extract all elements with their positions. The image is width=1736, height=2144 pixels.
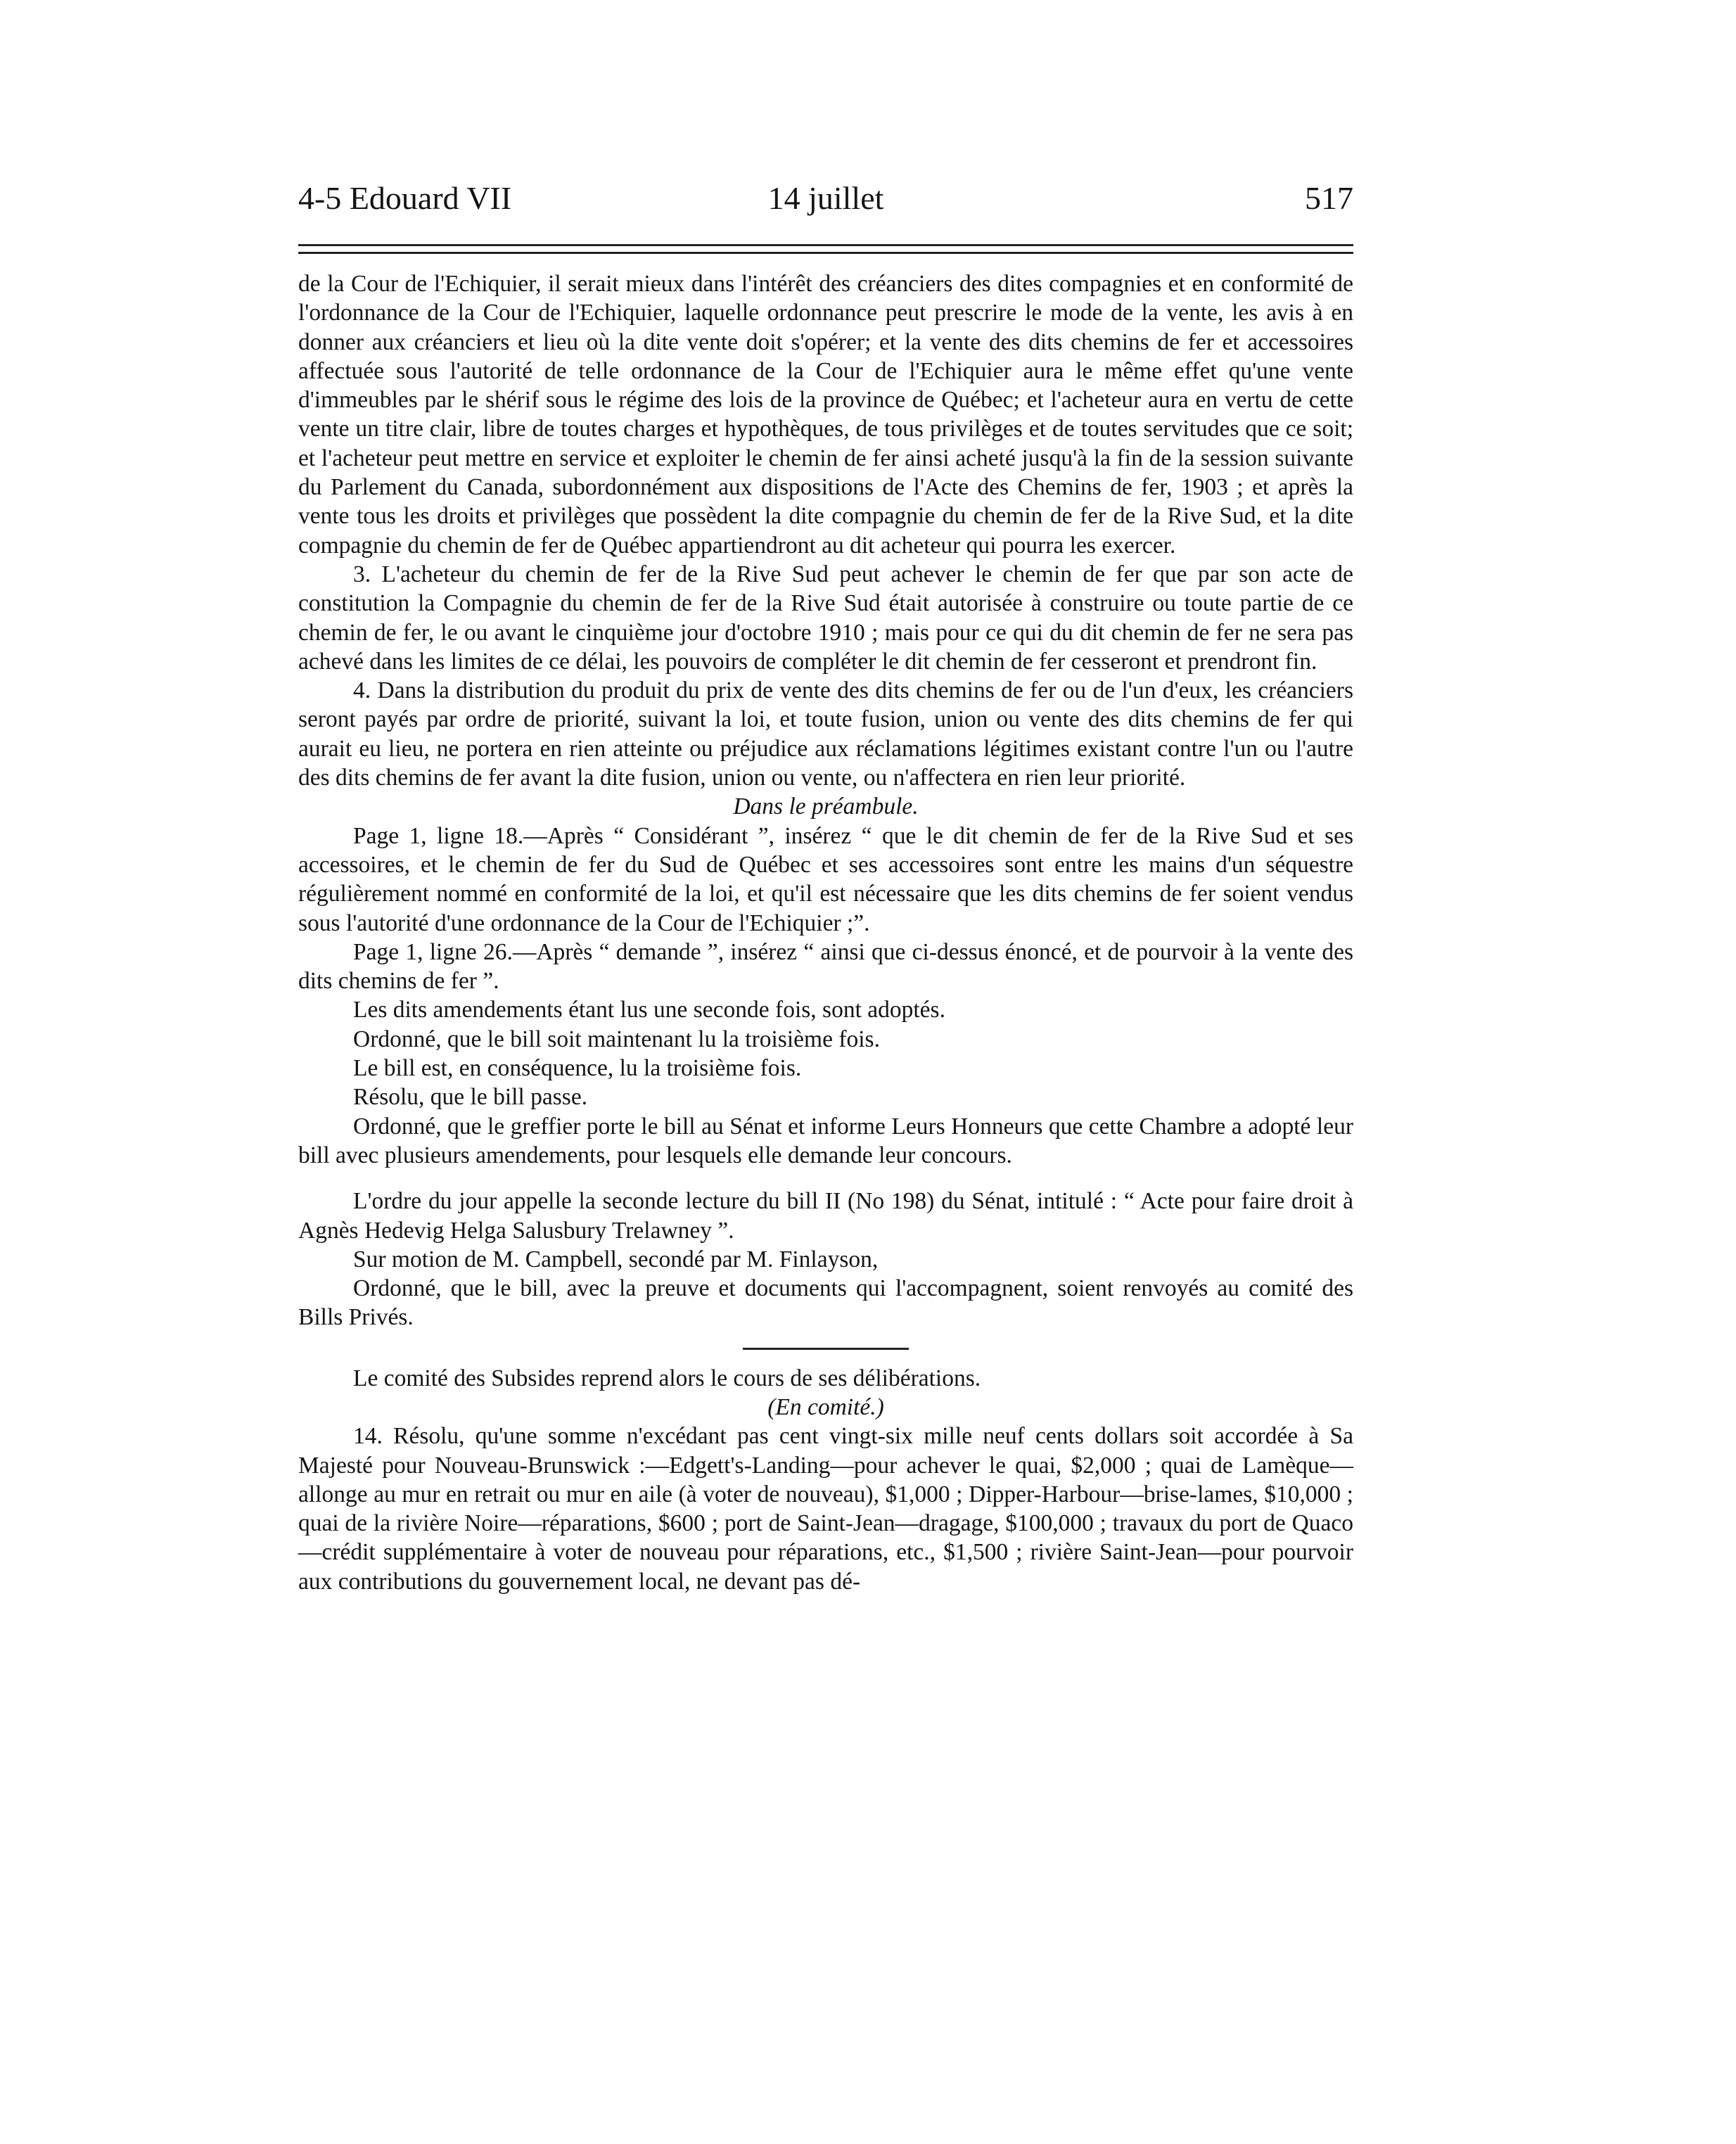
paragraph-amendment-line-18: Page 1, ligne 18.—Après “ Considérant ”, insérez “ que le dit chemin de fer de la Rive Sud et ses accessoires, et le chemin de fer du Sud de Québec et ses accessoires sont entre les mains d'un séquestre régulièrement nommé en conformité de la loi, et qu'il est nécessaire que les dits chemins de fer soient vendus sous l'autorité d'une ordonnance de la Cour de l'Echiquier ;”. [298,822,1353,936]
paragraph-supply-committee: Le comité des Subsides reprend alors le cours de ses délibérations. [353,1365,981,1391]
page-number: 517 [1305,180,1353,216]
header-date: 14 juillet [767,180,884,216]
paragraph-continuation: de la Cour de l'Echiquier, il serait mieux dans l'intérêt des créanciers des dites compagnies et en conformité de l'ordonnance de la Cour de l'Echiquier, laquelle ordonnance peut prescrire le mode de la vente, les avis à en donner aux créanciers et lieu où la dite vente doit s'opérer; et la vente des dits chemins de fer et accessoires affectuée sous l'autorité de telle ordonnance de la Cour de l'Echiquier aura le même effet qu'une vente d'immeubles par le shérif sous le régime des lois de la province de Québec; et l'acheteur aura en vertu de cette vente un titre clair, libre de toutes charges et hypothèques, de tous privilèges et de toutes servitudes que ce soit; et l'acheteur peut mettre en service et exploiter le chemin de fer ainsi acheté jusqu'à la fin de la session suivante du Parlement du Canada, subordonnément aux dispositions de l'Acte des Chemins de fer, 1903 ; et après la vente tous les droits et privilèges que possèdent la dite compagnie du chemin de fer de la Rive Sud, et la dite compagnie du chemin de fer de Québec appartiendront au dit acheteur qui pourra les exercer. [298,271,1353,559]
paragraph-third-reading: Le bill est, en conséquence, lu la troisième fois. [353,1055,802,1082]
paragraph-section-4: 4. Dans la distribution du produit du prix de vente des dits chemins de fer ou de l'un d'eux, les créanciers seront payés par ordre de priorité, suivant la loi, et toute fusion, union ou vente des dits chemins de fer qui aurait eu lieu, ne portera en rien atteinte ou préjudice aux réclamations légitimes existant contre l'un ou l'autre des dits chemins de fer avant la dite fusion, union ou vente, ou n'affectera en rien leur priorité. [298,677,1353,791]
paragraph-bill-passes: Résolu, que le bill passe. [353,1084,588,1111]
paragraph-motion: Sur motion de M. Campbell, secondé par M. Finlayson, [353,1246,879,1272]
running-header [298,179,1353,224]
section-divider [743,1348,909,1350]
subheading-preamble: Dans le préambule. [733,793,919,820]
subheading-in-committee: (En comité.) [767,1393,884,1420]
document-body [298,269,1353,1596]
document-page [298,179,1353,1596]
paragraph-resolution-14: 14. Résolu, qu'une somme n'excédant pas cent vingt-six mille neuf cents dollars soit accordée à Sa Majesté pour Nouveau-Brunswick :—Edgett's-Landing—pour achever le quai, $2,000 ; quai de Lamèque—allonge au mur en retrait ou mur en aile (à voter de nouveau), $1,000 ; Dipper-Harbour—brise-lames, $10,000 ; quai de la rivière Noire—réparations, $600 ; port de Saint-Jean—dragage, $100,000 ; travaux du port de Quaco—crédit supplémentaire à voter de nouveau pour réparations, etc., $1,500 ; rivière Saint-Jean—pour pourvoir aux contributions du gouvernement local, ne devant pas dé- [298,1423,1353,1595]
header-session: 4-5 Edouard VII [298,180,512,216]
paragraph-section-3: 3. L'acheteur du chemin de fer de la Rive Sud peut achever le chemin de fer que par son acte de constitution la Compagnie du chemin de fer de la Rive Sud était autorisée à construire ou toute partie de ce chemin de fer, le ou avant le cinquième jour d'octobre 1910 ; mais pour ce qui du dit chemin de fer ne sera pas achevé dans les limites de ce délai, les pouvoirs de compléter le dit chemin de fer cesseront et prendront fin. [298,561,1353,675]
paragraph-referral: Ordonné, que le bill, avec la preuve et documents qui l'accompagnent, soient renvoyés au comité des Bills Privés. [298,1275,1353,1331]
paragraph-amendment-line-26: Page 1, ligne 26.—Après “ demande ”, insérez “ ainsi que ci-dessus énoncé, et de pourvoir à la vente des dits chemins de fer ”. [298,938,1353,995]
paragraph-third-reading-order: Ordonné, que le bill soit maintenant lu la troisième fois. [353,1026,880,1052]
paragraph-senate-message: Ordonné, que le greffier porte le bill au Sénat et informe Leurs Honneurs que cette Chambre a adopté leur bill avec plusieurs amendements, pour lesquels elle demande leur concours. [298,1113,1353,1168]
paragraph-amendments-adopted: Les dits amendements étant lus une seconde fois, sont adoptés. [353,997,945,1023]
paragraph-second-reading: L'ordre du jour appelle la seconde lecture du bill II (No 198) du Sénat, intitulé : “ Acte pour faire droit à Agnès Hedevig Helga Salusbury Trelawney ”. [298,1188,1353,1244]
header-double-rule [298,244,1353,254]
